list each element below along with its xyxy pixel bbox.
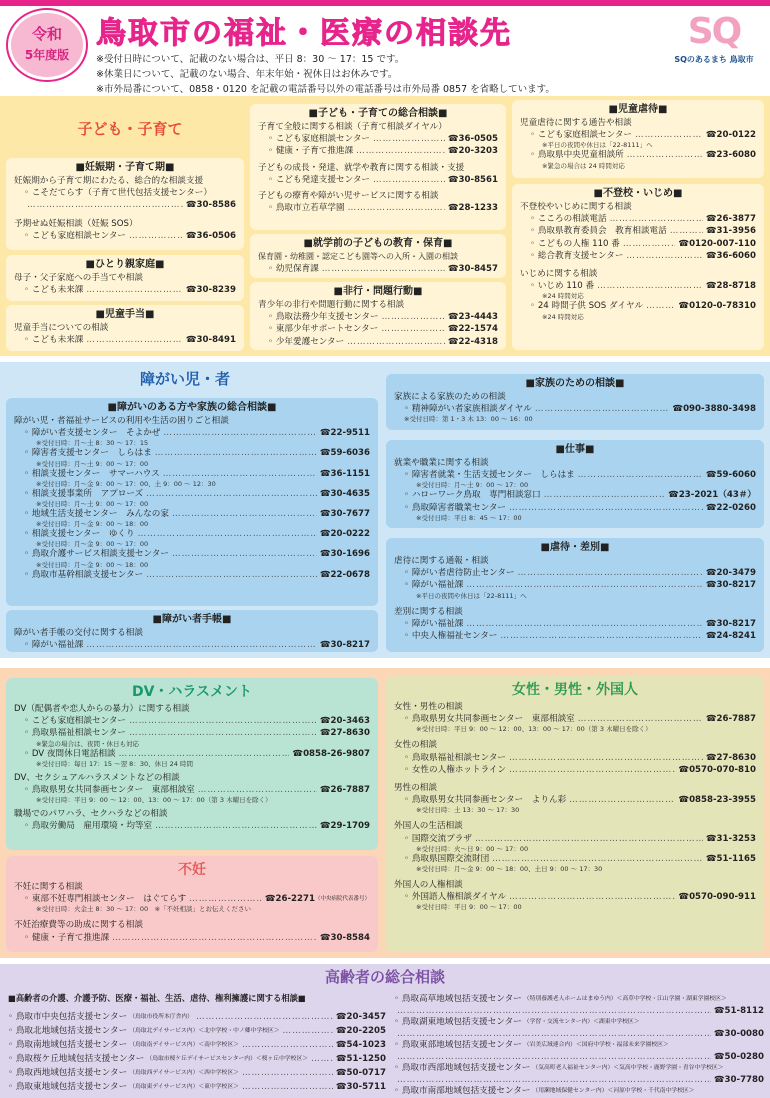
item-name: ◦ 相談支援事業所 アプローズ <box>24 488 143 500</box>
list-item <box>8 1052 386 1066</box>
leader-dots <box>242 1038 333 1052</box>
item-name: ◦ 鳥取介護サービス相談支援センター <box>24 548 169 560</box>
item-location: （特別養護老人ホームはまゆう内）＜高草中学校・江山学園・湖東学園校区＞ <box>523 996 727 1002</box>
list-item <box>14 427 370 439</box>
item-name: ◦ 鳥取西地域包括支援センター <box>8 1066 127 1080</box>
item-phone: ☎30-7780 <box>713 1074 764 1085</box>
item-location: （学習・交流センター内）＜湖東中学校区＞ <box>523 1019 640 1025</box>
item-note: ※受付日時：月～土 9：00 ～ 17：00 <box>36 459 149 468</box>
item-phone: ☎30-5711 <box>335 1082 386 1092</box>
item-phone: ☎20-2205 <box>335 1026 386 1036</box>
item-name: ◦ 鳥取市南部地域包括支援センター <box>394 1086 530 1098</box>
hitori-box: ■ひとり親家庭■ 母子・父子家庭への手当てや相談 ◦ こども未来課 ……………………………………………………………………………………………………………………………… ☎30-8239 <box>6 255 244 301</box>
note: ※市外局番について、0858・0120 を記載の電話番号以外の電話番号は市外局番 0857 を省略しています。 <box>96 84 555 95</box>
list-item <box>394 1063 764 1075</box>
leader-dots <box>311 1052 333 1066</box>
hiko-box: ■非行・問題行動■ 青少年の非行や問題行動に関する相談 ◦ 鳥取法務少年支援センター ……………………………………………………………………………………………………………………………… ☎23-4443 ◦ 東部少年サポートセンター ……………………………………………………………………………………………………………………………… ☎22-1574 ◦ 少年愛護センター ……………………………………………………………………………………………………………………………… ☎22-4318 <box>250 282 506 350</box>
shogai-list <box>14 427 370 581</box>
item-phone: ☎51-1250 <box>335 1054 386 1064</box>
item-note: ※受付日時：月～土 9：00 ～ 17：00 <box>36 500 149 509</box>
shigoto-box: ■仕事■ 就業や職業に関する相談 ◦ 障害者就業・生活支援センター しらはま ……………………………………………………………………………………………………………………………… ☎59-6060 ※受付日時：月～土 9：00 ～ 17：00 ◦ ハローワーク鳥取 専門相談窓口 ……………………………………………………………………………………………………………………………… ☎23-2021（43＃） ◦ 鳥取障害者職業センター ……………………………………………………………………………………………………………………………… ☎22-0260 ※受付日時：平日 8：45 ～ 17：00 <box>386 440 764 528</box>
josei-box: 女性・男性・外国人 女性・男性の相談 ◦ 鳥取県男女共同参画センター 東部相談室 ……………………………………………………………………………………………………………………………… ☎26-7887 ※受付日時：平日 9：00 ～ 12：00、13：00 ～ 17：00（第 3 木曜日を除く） 女性の相談 ◦ 鳥取県福祉相談センター ……………………………………………………………………………………………………………………………… ☎27-8630 ◦ 女性の人権ホットライン ……………………………………………………………………………………………………………………………… ☎0570-070-810 男性の相談 ◦ 鳥取県男女共同参画センター よりん彩 ……………………………………………………………………………………………………………………………… ☎0858-23-3955 ※受付日時：土 13：30 ～ 17：30 外国人の生活相談 ◦ 国際交流プラザ ……………………………………………………………………………………………………………………………… ☎31-3253 ※受付日時：火～日 9：00 ～ 17：00 ◦ 鳥取県国際交流財団 ……………………………………………………………………………………………………………………………… ☎51-1165 ※受付日時：月～金 9：00 ～ 18：00、土日 9：00 ～ 17：30 外国人の人権相談 ◦ 外国語人権相談ダイヤル ……………………………………………………………………………………………………………………………… ☎0570-090-911 ※受付日時：平日 9：00 ～ 17：00 <box>386 676 764 952</box>
item-location: （鳥取市役所本庁舎内） <box>129 1014 193 1020</box>
leader-dots <box>163 427 316 439</box>
item-phone: ☎54-1023 <box>335 1040 386 1050</box>
gyaku-box: ■虐待・差別■ 虐待に関する通報・相談 ◦ 障がい者虐待防止センター ……………………………………………………………………………………………………………………………… ☎20-3479 ◦ 障がい福祉課 ……………………………………………………………………………………………………………………………… ☎30-8217 ※平日の夜間や休日は「22-8111」へ 差別に関する相談 ◦ 障がい福祉課 ……………………………………………………………………………………………………………………………… ☎30-8217 ◦ 中央人権福祉センター ……………………………………………………………………………………………………………………………… ☎24-8241 <box>386 538 764 652</box>
list-item <box>8 1038 386 1052</box>
year-badge: 令和 5年度版 <box>8 10 86 80</box>
kazoku-box: ■家族のための相談■ 家族による家族のための相談 ◦ 精神障がい者家族相談ダイヤル ……………………………………………………………………………………………………………………………… ☎090-3880-3498 ※受付日時：第 1・3 木 13：00 ～ 16：00 <box>386 374 764 430</box>
leader-dots <box>172 548 317 560</box>
item-name: ◦ 相談支援センター サマーハウス <box>24 468 160 480</box>
item-location: （鳥取南デイサービス内）＜南中学校区＞ <box>129 1042 239 1048</box>
item-note: ※受付日時：月～金 9：00 ～ 17：00、土 9：00 ～ 12：30 <box>36 479 216 488</box>
leader-dots <box>138 528 317 540</box>
item-location: （鳥取西デイサービス内）＜西中学校区＞ <box>129 1070 239 1076</box>
leader-dots <box>172 508 317 520</box>
leader-dots <box>196 1010 333 1024</box>
item-location: （鳥取北デイサービス内）＜北中学校・中ノ郷中学校区＞ <box>129 1028 280 1034</box>
logo-mark: SQ <box>687 11 741 52</box>
item-phone: ☎50-0717 <box>335 1068 386 1078</box>
techo-box: ■障がい者手帳■ 障がい者手帳の交付に関する相談 ◦ 障がい福祉課 ……………………………………………………………………………………………………………………………… ☎30-8217 <box>6 610 378 652</box>
item-phone: ☎36-1151 <box>319 468 370 479</box>
item-name: ◦ 地域生活支援センター みんなの家 <box>24 508 169 520</box>
item-name: ◦ 鳥取北地域包括支援センター <box>8 1024 127 1038</box>
list-item <box>14 528 370 540</box>
item-phone: ☎30-7677 <box>319 509 370 520</box>
leader-dots <box>397 1029 711 1041</box>
leader-dots <box>397 1075 711 1087</box>
leader-dots <box>242 1066 333 1080</box>
item-location: （気高町老人福祉センター内）＜気高中学校・鹿野学園・青谷中学校区＞ <box>532 1065 724 1071</box>
korei-heading: ■高齢者の介護、介護予防、医療・福祉、生活、虐待、権利擁護に関する相談■ <box>8 993 306 1003</box>
list-item <box>8 1066 386 1080</box>
kodomo-title: 子ども・子育て <box>77 120 183 138</box>
list-item <box>394 1040 764 1052</box>
item-name: ◦ 鳥取湖東地域包括支援センター <box>394 1017 522 1029</box>
korei-title: 高齢者の総合相談 <box>324 968 445 986</box>
item-location: （用瀬地域保健センター内）＜河原中学校・千代南中学校区＞ <box>532 1088 695 1094</box>
shugaku-box: ■就学前の子どもの教育・保育■ 保育園・幼稚園・認定こども園等への入所・入園の相談 ◦ 幼児保育課 ……………………………………………………………………………………………………………………………… ☎30-8457 <box>250 234 506 278</box>
list-item <box>394 1086 764 1098</box>
item-name: ◦ 鳥取東部地域包括支援センター <box>394 1040 522 1052</box>
korei-left-list <box>8 1010 386 1094</box>
item-phone: ☎59-6036 <box>319 448 370 459</box>
leader-dots <box>146 488 317 500</box>
item-phone: ☎20-3457 <box>335 1012 386 1022</box>
note: ※休業日について、記載のない場合、年末年始・祝休日はお休みです。 <box>96 69 398 80</box>
kosodate-sogo-box: ■子ども・子育ての総合相談■ 子育て全般に関する相談（子育て相談ダイヤル） ◦ こども家庭相談センター ……………………………………………………………………………………………………………………………… ☎36-0505 ◦ 健康・子育て推進課 ……………………………………………………………………………………………………………………………… ☎20-3203 子どもの成長・発達、就学や教育に関する相談・支援 ◦ こども発達支援センター ……………………………………………………………………………………………………………………………… ☎30-8561 子どもの療育や障がい児サービスに関する相談 ◦ 鳥取市立若草学園 ……………………………………………………………………………………………………………………………… ☎28-1233 <box>250 104 506 230</box>
list-item <box>14 468 370 480</box>
top-bar <box>0 0 770 6</box>
list-item <box>14 447 370 459</box>
futoko-box: ■不登校・いじめ■ 不登校やいじめに関する相談 ◦ こころの相談電話 ……………………………………………………………………………………………………………………………… ☎26-3877 ◦ 鳥取県教育委員会 教育相談電話 ……………………………………………………………………………………………………………………………… ☎31-3956 ◦ こどもの人権 110 番 ……………………………………………………………………………………………………………………………… ☎0120-007-110 ◦ 総合教育支援センター ……………………………………………………………………………………………………………………………… ☎36-6060 いじめに関する相談 ◦ いじめ 110 番 ……………………………………………………………………………………………………………………………… ☎28-8718 ※24 時間対応 ◦ 24 時間子供 SOS ダイヤル ……………………………………………………………………………………………………………………………… ☎0120-0-78310 ※24 時間対応 <box>512 184 764 350</box>
header-notes <box>96 52 656 97</box>
item-phone: ☎51-8112 <box>713 1005 764 1016</box>
leader-dots <box>397 1052 711 1064</box>
item-phone: ☎50-0280 <box>713 1051 764 1062</box>
item-phone: ☎22-9511 <box>319 428 370 439</box>
shogai-sogo-box: ■障がいのある方や家族の総合相談■ 障がい児・者福祉サービスの利用や生活の困りごと相談 ◦ 障がい者支援センター そよかぜ ……………………………………………………………………………………………………………………………… ☎22-9511 ※受付日時：月～土 8：30 ～ 17：15 ◦ 障害者支援センター しらはま ……………………………………………………………………………………………………………………………… ☎59-6036 ※受付日時：月～土 9：00 ～ 17：00 ◦ 相談支援センター サマーハウス ……………………………………………………………………………………………………………………………… ☎36-1151 ※受付日時：月～金 9：00 ～ 17：00、土 9：00 ～ 12：30 ◦ 相談支援事業所 アプローズ ……………………………………………………………………………………………………………………………… ☎30-4635 ※受付日時：月～土 9：00 ～ 17：00 ◦ 地域生活支援センター みんなの家 ……………………………………………………………………………………………………………………………… ☎30-7677 ※受付日時：月～金 9：00 ～ 18：00 ◦ 相談支援センター ゆくり ……………………………………………………………………………………………………………………………… ☎20-0222 ※受付日時：月～金 9：00 ～ 17：00 ◦ 鳥取介護サービス相談支援センター ……………………………………………………………………………………………………………………………… ☎30-1696 ※受付日時：月～金 9：00 ～ 18：00 ◦ 鳥取市基幹相談支援センター ……………………………………………………………………………………………………………………………… ☎22-0678 <box>6 398 378 606</box>
leader-dots <box>155 447 317 459</box>
item-name: ◦ 鳥取市西部地域包括支援センター <box>394 1063 530 1075</box>
item-phone: ☎22-0678 <box>319 569 370 580</box>
gyakutai-box: ■児童虐待■ 児童虐待に関する通告や相談 ◦ こども家庭相談センター ……………………………………………………………………………………………………………………………… ☎20-0122 ※平日の夜間や休日は「22-8111」へ ◦ 鳥取県中央児童相談所 ……………………………………………………………………………………………………………………………… ☎23-6080 ※緊急の場合は 24 時間対応 <box>512 100 764 178</box>
ninshin-box: ■妊娠期・子育て期■ 妊娠期から子育て期にわたる、総合的な相談支援 ◦ こそだてらす（子育て世代包括支援センター） ……………………………………………………………………………………………………………………………… ☎30-8586 予期せぬ妊娠相談（妊娠 SOS） ◦ こども家庭相談センター ……………………………………………………………………………………………………………………………… ☎36-0506 <box>6 158 244 250</box>
shogai-title: 障がい児・者 <box>139 370 230 388</box>
list-item <box>8 1024 386 1038</box>
item-name: ◦ 鳥取南地域包括支援センター <box>8 1038 127 1052</box>
leader-dots <box>242 1080 333 1094</box>
jido-box: ■児童手当■ 児童手当についての相談 ◦ こども未来課 ……………………………………………………………………………………………………………………………… ☎30-8491 <box>6 305 244 351</box>
sq-logo: SQ SQのあるまち 鳥取市 <box>665 10 763 82</box>
item-name: ◦ 障害者支援センター しらはま <box>24 447 152 459</box>
item-name: ◦ 鳥取桜ケ丘地域包括支援センター <box>8 1052 144 1066</box>
item-name: ◦ 鳥取市中央包括支援センター <box>8 1010 127 1024</box>
item-location: （鳥取東デイサービス内）＜東中学校区＞ <box>129 1084 239 1090</box>
phone-row <box>394 1075 764 1087</box>
page-title: 鳥取市の福祉・医療の相談先 <box>96 16 512 51</box>
item-name: ◦ 鳥取東地域包括支援センター <box>8 1080 127 1094</box>
list-item <box>394 994 764 1006</box>
item-location: （岩美広域連合内）＜国府中学校・福部未来学園校区＞ <box>523 1042 669 1048</box>
item-note: ※受付日時：月～金 9：00 ～ 18：00 <box>36 520 149 529</box>
list-item <box>14 508 370 520</box>
item-phone: ☎20-0222 <box>319 529 370 540</box>
dv-box: DV・ハラスメント DV（配偶者や恋人からの暴力）に関する相談 ◦ こども家庭相談センター ……………………………………………………………………………………………………………………………… ☎20-3463 ◦ 鳥取県福祉相談センター ……………………………………………………………………………………………………………………………… ☎27-8630 ※緊急の場合は、夜間・休日も対応 ◦ DV 夜間休日電話相談 ……………………………………………………………………………………………………………………………… ☎0858-26-9807 ※受付日時：毎日 17：15 ～翌 8：30、休日 24 時間 DV、セクシュアルハラスメントなどの相談 ◦ 鳥取県男女共同参画センター 東部相談室 ……………………………………………………………………………………………………………………………… ☎26-7887 ※受付日時：平日 9：00 ～ 12：00、13：00 ～ 17：00（第 3 木曜日を除く） 職場でのパワハラ、セクハラなどの相談 ◦ 鳥取労働局 雇用環境・均等室 ……………………………………………………………………………………………………………………………… ☎29-1709 <box>6 678 378 850</box>
korei-right-list <box>394 994 764 1098</box>
funin-box: 不妊 不妊に関する相談 ◦ 東部不妊専門相談センター はぐてらす ……………………………………………………………………………………………………………………………… ☎26-2271 （中央病院代表番号） ※受付日時：火金土 8：30 ～ 17：00 ※「不妊相談」とお伝えください 不妊治療費等の助成に関する相談 ◦ 健康・子育て推進課 ……………………………………………………………………………………………………………………………… ☎30-8584 <box>6 856 378 952</box>
item-name: ◦ 相談支援センター ゆくり <box>24 528 135 540</box>
item-name: ◦ 障がい者支援センター そよかぜ <box>24 427 160 439</box>
phone-row <box>394 1006 764 1018</box>
leader-dots <box>146 569 317 581</box>
item-phone: ☎30-0080 <box>713 1028 764 1039</box>
phone-row <box>394 1029 764 1041</box>
item-note: ※受付日時：月～金 9：00 ～ 17：00 <box>36 540 149 549</box>
item-name: ◦ 鳥取市基幹相談支援センター <box>24 569 143 581</box>
leader-dots <box>397 1006 711 1018</box>
leader-dots <box>163 468 317 480</box>
leader-dots <box>283 1024 333 1038</box>
list-item <box>8 1010 386 1024</box>
list-item <box>8 1080 386 1094</box>
note: ※受付日時について、記載のない場合は、平日 8：30 ～ 17：15 です。 <box>96 54 405 65</box>
item-note: ※受付日時：月～金 9：00 ～ 18：00 <box>36 560 149 569</box>
list-item <box>14 569 370 581</box>
item-phone: ☎30-4635 <box>319 488 370 499</box>
item-name: ◦ 鳥取高草地域包括支援センター <box>394 994 522 1006</box>
item-location: （鳥取市桜ケ丘デイサービスセンター内）＜桜ヶ丘中学校区＞ <box>146 1056 309 1062</box>
list-item <box>394 1017 764 1029</box>
item-note: ※受付日時：月～土 8：30 ～ 17：15 <box>36 439 149 448</box>
list-item <box>14 488 370 500</box>
phone-row <box>394 1052 764 1064</box>
item-phone: ☎30-1696 <box>319 549 370 560</box>
list-item <box>14 548 370 560</box>
